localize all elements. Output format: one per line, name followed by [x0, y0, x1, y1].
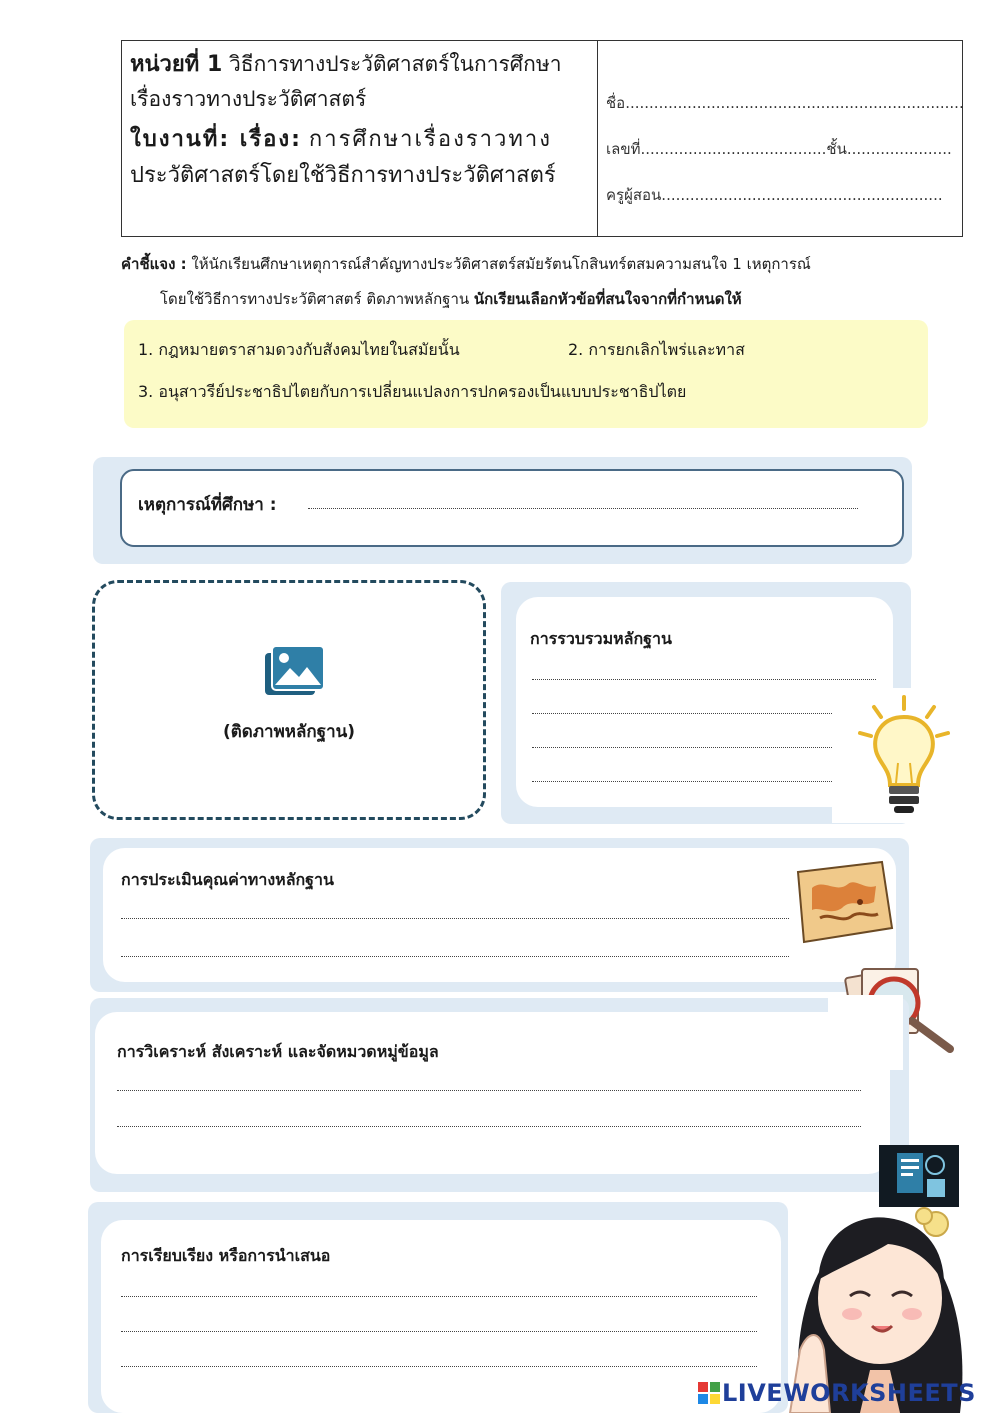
- watermark-text: LIVEWORKSHEETS: [722, 1379, 976, 1407]
- instructions-line-1: [121, 254, 811, 274]
- topic-item-1: 1. กฎหมายตราสามดวงกับสังคมไทยในสมัยนั้น: [138, 340, 460, 359]
- collect-line-1[interactable]: [532, 679, 876, 680]
- collect-line-2[interactable]: [532, 713, 856, 714]
- worksheet-label: ใบงานที่: เรื่อง:: [130, 127, 302, 152]
- instructions-text-2a: โดยใช้วิธีการทางประวัติศาสตร์ ติดภาพหลักฐาน: [160, 290, 470, 308]
- unit-title-1: วิธีการทางประวัติศาสตร์ในการศึกษา: [228, 52, 562, 76]
- lightbulb-icon: [852, 693, 956, 821]
- instructions-line-2: [160, 289, 742, 309]
- header-title-cell: [122, 41, 598, 236]
- evaluate-line-2[interactable]: [121, 956, 789, 957]
- teacher-field[interactable]: ครูผู้สอน...........................................................: [606, 186, 943, 204]
- liveworksheets-logo-icon: [698, 1382, 720, 1404]
- analyze-box: [95, 1012, 890, 1174]
- event-input-line[interactable]: [308, 508, 858, 509]
- analyze-line-1[interactable]: [117, 1090, 861, 1091]
- evaluate-line-1[interactable]: [121, 918, 789, 919]
- unit-label: หน่วยที่ 1: [130, 52, 223, 77]
- instructions-text-1: ให้นักเรียนศึกษาเหตุการณ์สำคัญทางประวัติศาสตร์สมัยรัตนโกสินทร์ตสมความสนใจ 1 เหตุการณ์: [191, 255, 811, 273]
- image-box-label: (ติดภาพหลักฐาน): [222, 722, 356, 742]
- present-line-1[interactable]: [121, 1296, 757, 1297]
- worksheet-title-1: การศึกษาเรื่องราวทาง: [308, 127, 552, 152]
- evaluate-title: การประเมินคุณค่าทางหลักฐาน: [121, 870, 334, 889]
- instructions-text-2b: นักเรียนเลือกหัวข้อที่สนใจจากที่กำหนดให้: [473, 290, 742, 308]
- present-line-3[interactable]: [121, 1366, 757, 1367]
- unit-title-line-1: [130, 47, 589, 82]
- topics-box: [124, 320, 928, 428]
- event-label: เหตุการณ์ที่ศึกษา :: [138, 495, 277, 515]
- analyze-title: การวิเคราะห์ สังเคราะห์ และจัดหมวดหมู่ข้อมูล: [117, 1042, 439, 1061]
- instructions-label: คำชี้แจง :: [121, 255, 187, 273]
- treasure-map-icon: [790, 858, 896, 946]
- collect-title: การรวบรวมหลักฐาน: [530, 629, 672, 648]
- present-line-2[interactable]: [121, 1331, 757, 1332]
- collect-line-4[interactable]: [532, 781, 850, 782]
- image-icon: [263, 643, 327, 701]
- liveworksheets-watermark: [698, 1379, 976, 1407]
- evaluate-box: [103, 848, 896, 982]
- evidence-image-dropzone[interactable]: [92, 580, 486, 820]
- unit-title-2: เรื่องราวทางประวัติศาสตร์: [130, 87, 367, 111]
- topic-item-3: 3. อนุสาวรีย์ประชาธิปไตยกับการเปลี่ยนแปลงการปกครองเป็นแบบประชาธิปไตย: [138, 382, 687, 401]
- worksheet-title-line-1: [130, 122, 589, 158]
- header-table: [121, 40, 963, 237]
- analyze-line-2[interactable]: [117, 1126, 861, 1127]
- name-field[interactable]: ชื่อ.......................................................................: [606, 94, 964, 112]
- event-box: [120, 469, 904, 547]
- present-title: การเรียบเรียง หรือการนำเสนอ: [121, 1246, 331, 1265]
- present-box: [101, 1220, 781, 1413]
- magnifier-backdrop: [828, 995, 903, 1070]
- student-number-field[interactable]: เลขที่.......................................ชั้น......................: [606, 140, 952, 158]
- worksheet-title-2: ประวัติศาสตร์โดยใช้วิธีการทางประวัติศาสตร์: [130, 163, 556, 188]
- collect-line-3[interactable]: [532, 747, 850, 748]
- topic-item-2: 2. การยกเลิกไพร่และทาส: [568, 340, 745, 359]
